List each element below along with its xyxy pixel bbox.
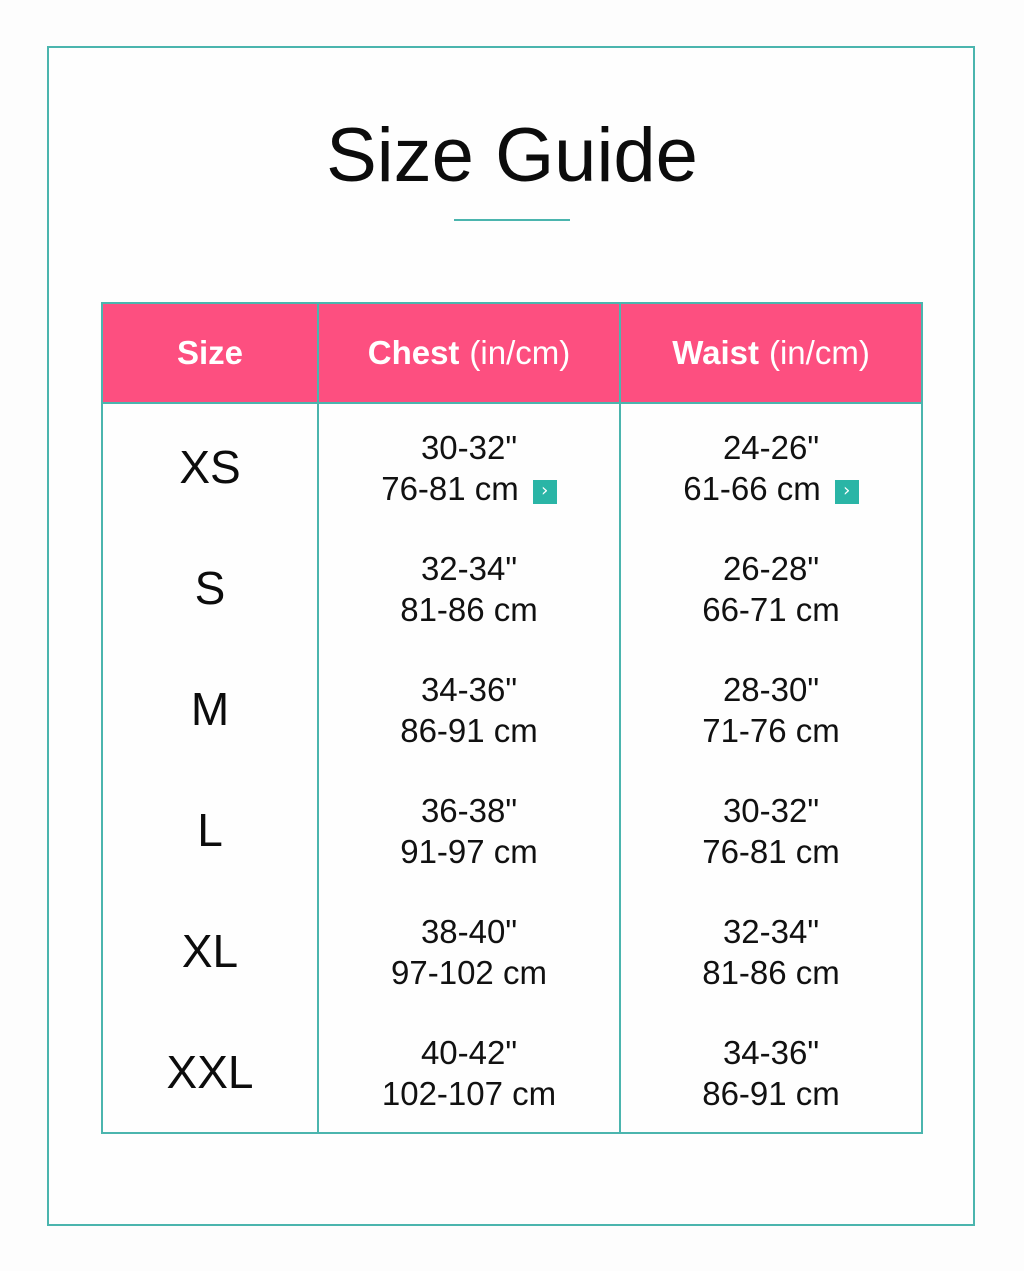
table-row [103, 648, 921, 769]
chest-inches: 36-38" [420, 792, 518, 829]
waist-cell [621, 769, 921, 890]
table-row [103, 769, 921, 890]
waist-inches: 26-28" [722, 550, 820, 587]
size-label: L [197, 803, 223, 856]
chest-cm: 86-91 cm [400, 712, 538, 749]
header-waist-unit: (in/cm) [768, 334, 870, 371]
waist-inches: 30-32" [722, 792, 820, 829]
title-underline [454, 219, 570, 221]
waist-cm: 81-86 cm [702, 954, 840, 991]
waist-cell [621, 890, 921, 1011]
waist-cm-line [621, 469, 921, 509]
page-title: Size Guide [326, 113, 698, 198]
chest-inches: 40-42" [420, 1034, 518, 1071]
size-label: M [190, 682, 230, 735]
header-waist-label: Waist [672, 334, 759, 371]
chest-cm: 97-102 cm [391, 954, 547, 991]
chest-cm: 102-107 cm [381, 1075, 557, 1112]
chest-cell [319, 406, 619, 527]
waist-cm: 76-81 cm [702, 833, 840, 870]
waist-cm: 86-91 cm [702, 1075, 840, 1112]
chest-cell [319, 527, 619, 648]
chest-inches: 38-40" [420, 913, 518, 950]
waist-cm: 61-66 cm [683, 470, 821, 507]
chest-cell [319, 648, 619, 769]
header-chest-unit: (in/cm) [469, 334, 571, 371]
size-label: XS [179, 440, 241, 493]
table-row [103, 890, 921, 1011]
chest-cell [319, 769, 619, 890]
chevron-right-icon[interactable]: › [533, 480, 557, 504]
waist-cell [621, 527, 921, 648]
waist-inches: 28-30" [722, 671, 820, 708]
size-table [101, 302, 923, 1134]
header-chest [319, 304, 619, 402]
waist-cm: 66-71 cm [702, 591, 840, 628]
chest-inches: 30-32" [420, 429, 518, 466]
chest-cm: 81-86 cm [400, 591, 538, 628]
chest-cell [319, 1011, 619, 1132]
waist-inches: 24-26" [722, 429, 820, 466]
table-row [103, 406, 921, 527]
table-row [103, 527, 921, 648]
chest-inches: 34-36" [420, 671, 518, 708]
waist-inches: 34-36" [722, 1034, 820, 1071]
waist-cell [621, 1011, 921, 1132]
waist-cell [621, 648, 921, 769]
chest-cm: 91-97 cm [400, 833, 538, 870]
size-label: XXL [166, 1045, 254, 1098]
column-divider [317, 304, 319, 1132]
column-divider [619, 304, 621, 1132]
header-size [103, 304, 317, 402]
header-waist [621, 304, 921, 402]
chest-cell [319, 890, 619, 1011]
waist-cell [621, 406, 921, 527]
waist-cm: 71-76 cm [702, 712, 840, 749]
chevron-right-icon[interactable]: › [835, 480, 859, 504]
size-label: XL [181, 924, 239, 977]
size-label: S [194, 561, 226, 614]
chest-cm-line [319, 469, 619, 509]
chest-inches: 32-34" [420, 550, 518, 587]
chest-cm: 76-81 cm [381, 470, 519, 507]
table-row [103, 1011, 921, 1132]
header-chest-label: Chest [367, 334, 460, 371]
header-size-label: Size [176, 334, 244, 371]
waist-inches: 32-34" [722, 913, 820, 950]
